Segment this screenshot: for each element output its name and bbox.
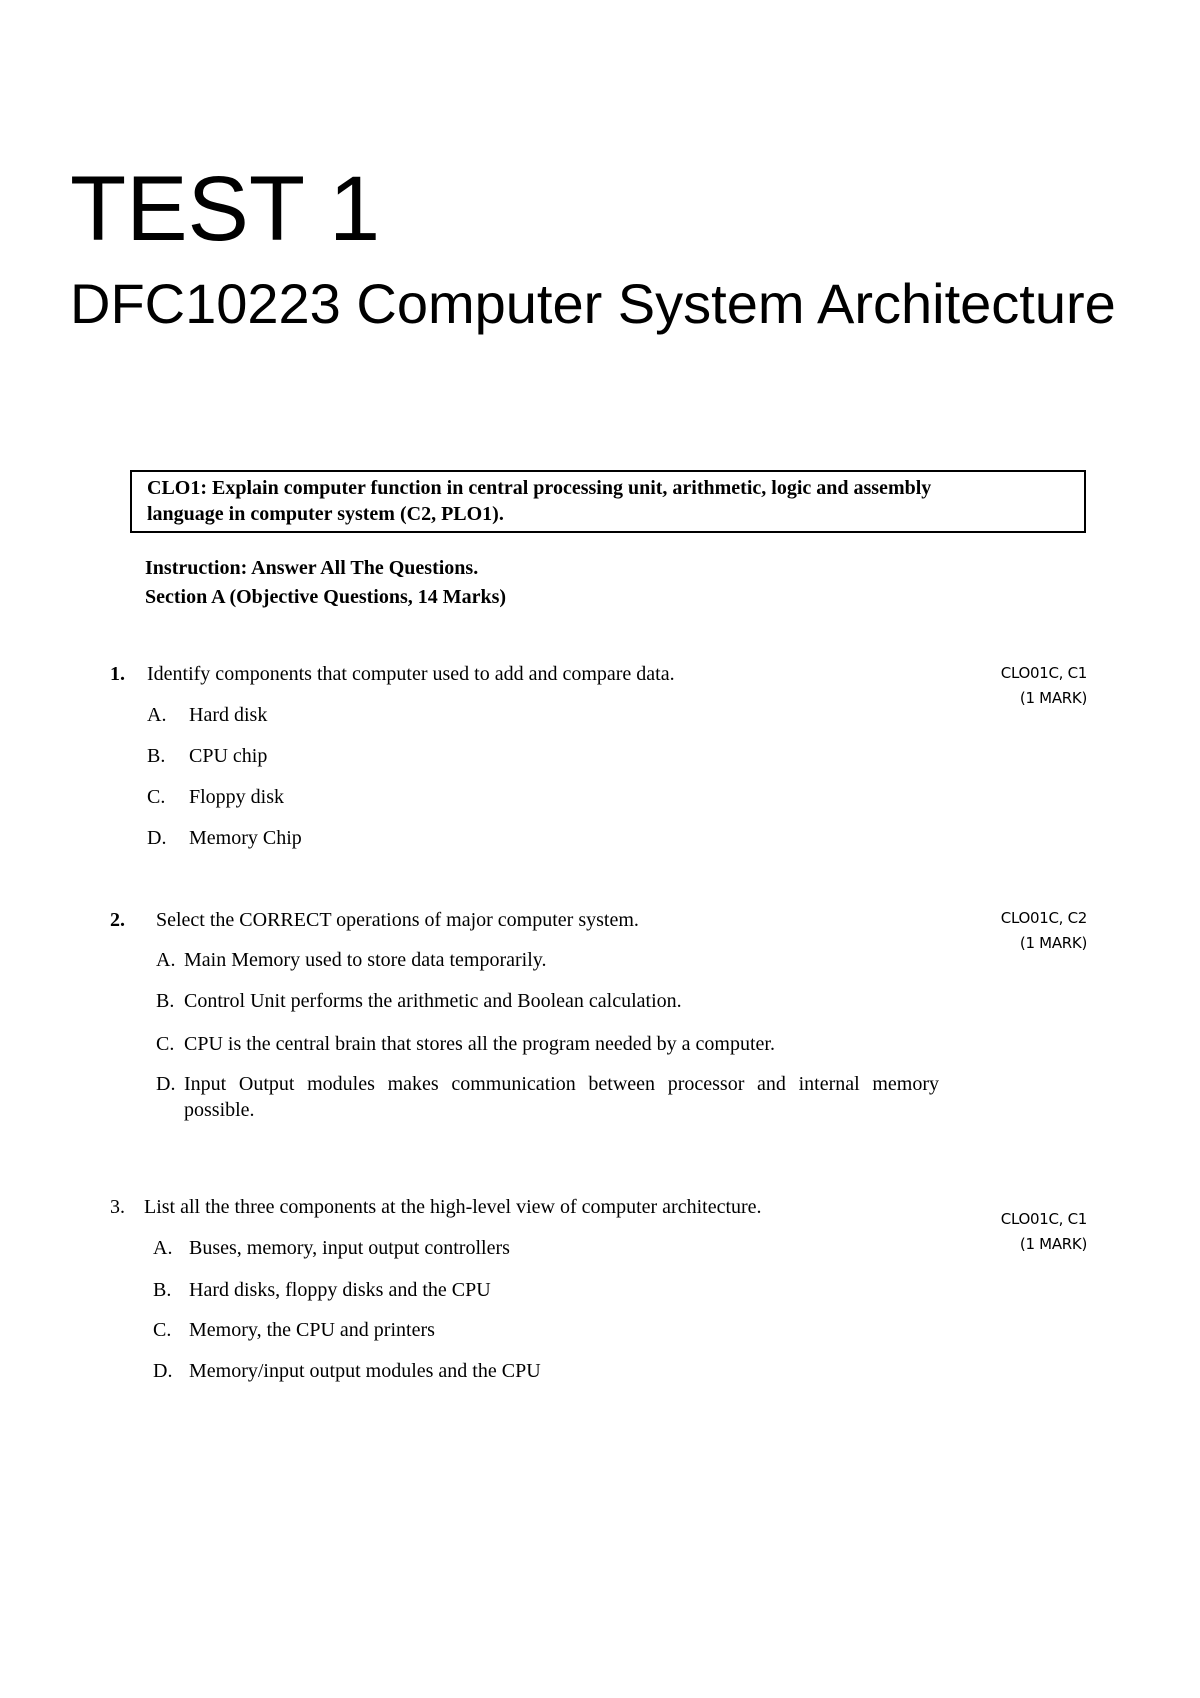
clo-line-1: CLO1: Explain computer function in central processing unit, arithmetic, logic and assembly [147,477,932,499]
question-1-option-b: CPU chip [189,745,268,767]
question-3-option-c-letter: C. [153,1319,172,1341]
question-1-text: Identify components that computer used to add and compare data. [147,663,675,685]
question-3-clo-tag: CLO01C, C1 [1000,1210,1087,1228]
question-2-option-c: CPU is the central brain that stores all the program needed by a computer. [184,1033,775,1055]
question-2-option-a-letter: A. [156,949,176,971]
question-3-option-c: Memory, the CPU and printers [189,1319,435,1341]
question-2-marks: (1 MARK) [1019,934,1087,952]
question-1-option-b-letter: B. [147,745,166,767]
question-3-option-b: Hard disks, floppy disks and the CPU [189,1279,491,1301]
section-heading: Section A (Objective Questions, 14 Marks) [145,586,507,608]
question-3-option-a-letter: A. [153,1237,173,1259]
question-3-option-d: Memory/input output modules and the CPU [189,1360,541,1382]
course-title: DFC10223 Computer System Architecture [70,272,1116,335]
clo-line-2: language in computer system (C2, PLO1). [147,503,504,525]
question-1-marks: (1 MARK) [1019,689,1087,707]
question-2-number: 2. [110,909,125,931]
question-3-option-a: Buses, memory, input output controllers [189,1237,510,1259]
question-1-number: 1. [110,663,125,685]
question-2-option-b: Control Unit performs the arithmetic and Boolean calculation. [184,990,682,1012]
question-2-option-c-letter: C. [156,1033,175,1055]
question-1-option-d-letter: D. [147,827,167,849]
question-1-clo-tag: CLO01C, C1 [1000,664,1087,682]
question-3-number: 3. [110,1196,125,1218]
question-3-marks: (1 MARK) [1019,1235,1087,1253]
question-2-text: Select the CORRECT operations of major computer system. [156,909,639,931]
question-1-option-c-letter: C. [147,786,166,808]
question-1-option-c: Floppy disk [189,786,285,808]
question-2-option-a: Main Memory used to store data temporarily. [184,949,547,971]
question-3-option-b-letter: B. [153,1279,172,1301]
question-2-option-d: Input Output modules makes communication between processor and internal memory possible. [184,1073,939,1121]
question-2-option-b-letter: B. [156,990,175,1012]
question-2-option-d-letter: D. [156,1073,176,1095]
question-1-option-a: Hard disk [189,704,268,726]
question-3-text: List all the three components at the high-level view of computer architecture. [144,1196,762,1218]
question-2-clo-tag: CLO01C, C2 [1000,909,1087,927]
instructions [145,554,506,612]
question-3-option-d-letter: D. [153,1360,173,1382]
page-title: TEST 1 [70,158,381,260]
clo-box [130,470,1086,533]
instruction-line: Instruction: Answer All The Questions. [145,557,479,579]
question-1-option-d: Memory Chip [189,827,302,849]
question-1-option-a-letter: A. [147,704,167,726]
